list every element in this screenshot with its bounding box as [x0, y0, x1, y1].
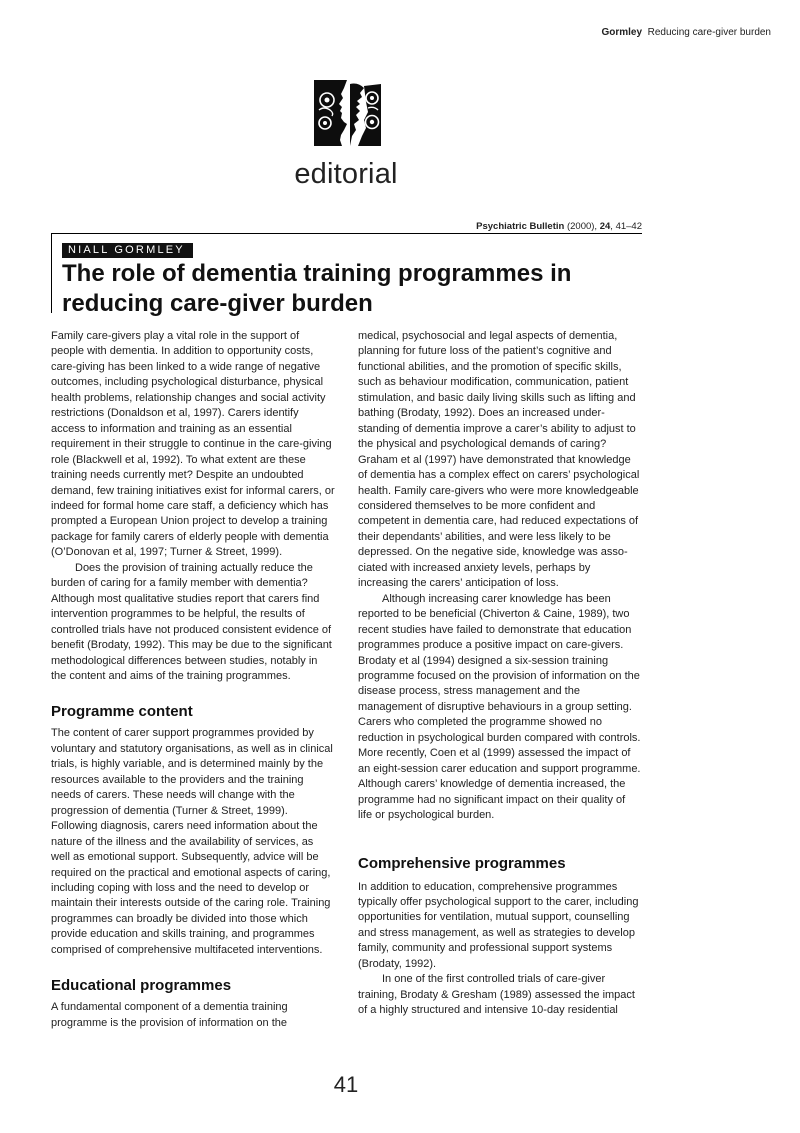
running-head-title: Reducing care-giver burden [647, 27, 771, 38]
faces-profile-logo-icon [314, 80, 381, 146]
paragraph-programme-content: The content of carer support programmes provided by voluntary and statutory organisations, as well as in clinical trials, is highly variable, and is determined mainly by the resources available to the providers and the training needs of carers. These needs will change with the progression of dementia (Turner & Street, 1999). Following diagnosis, carers need information about the nature of the illness and the availability of services, as well as emotional support. Subsequently, advice will be required on the practical and emotional aspects of caring, including coping with loss and the need to develop or maintain their interests outside of the caring role. Training programmes can broadly be divided into those which provide education and skills training, and programmes comprised of comprehensive multifaceted interventions. [51, 727, 333, 956]
heading-educational-programmes: Educational programmes [51, 977, 232, 995]
title-rule [51, 233, 642, 234]
heading-comprehensive-programmes: Comprehensive programmes [358, 854, 566, 872]
running-head [601, 27, 771, 38]
citation-year: (2000), [566, 221, 598, 232]
left-column [51, 329, 335, 1031]
paragraph-provision: Does the provision of training actually reduce the burden of caring for a family member with dementia? Although most qualitative studies report that carers find intervention programmes to be helpful, the results of controlled trials have not produced consistent evidence of benefit (Brodaty, 1992). This may be due to the significant methodological differences between studies, notably in the content and aims of the training programmes. [51, 561, 332, 682]
heading-programme-content: Programme content [51, 703, 193, 721]
paragraph-educational: A fundamental component of a dementia training programme is the provision of information on the [51, 1001, 288, 1029]
paragraph-controlled-trials: In one of the first controlled trials of care-giver training, Brodaty & Gresham (1989) assessed the impact of a highly structured and intensive 10-day residential [358, 973, 635, 1017]
citation-journal: Psychiatric Bulletin [476, 221, 565, 232]
paragraph-carer-knowledge: Although increasing carer knowledge has been reported to be beneficial (Chiverton & Caine, 1989), two recent studies have failed to demonstrate that education programmes produce a positive impact on care-givers. Brodaty et al (1994) designed a six-session training programme focused on the provision of information on the disease process, stress management and the management of disruptive behaviours in a group setting. Carers who completed the programme showed no reduction in psychological burden compared with controls. More recently, Coen et al (1999) assessed the impact of an eight-session carer education and support programme. Although carers’ knowledge of dementia increased, the programme had no significant impact on their quality of life or psychological burden. [358, 592, 641, 822]
citation [476, 221, 642, 232]
article-author: NIALL GORMLEY [62, 243, 193, 258]
citation-pages: , 41–42 [610, 221, 642, 232]
title-side-rule [51, 233, 52, 313]
section-label: editorial [294, 158, 398, 190]
citation-volume: 24 [599, 221, 611, 232]
right-column [358, 329, 642, 1019]
paragraph-medical-aspects: medical, psychosocial and legal aspects of dementia, planning for future loss of the patient’s cognitive and functional abilities, and the promotion of specific skills, such as behaviour modification, communication, patient stimulation, and basic daily living skills such as lifting and bathing (Brodaty, 1992). Does an increased under-standing of dementia improve a carer’s ability to adjust to the physical and psychological demands of caring? Graham et al (1997) have demonstrated that knowledge of dementia has a complex effect on carers’ psychological health. Family care-givers who were more knowledgeable considered themselves to be more confident and competent in dementia care, had reduced expectations of their dependants’ abilities, and were less likely to be depressed. On the negative side, knowledge was asso-ciated with increased anxiety levels, perhaps by increasing the carers’ anticipation of loss. [358, 330, 640, 590]
page-number: 41 [333, 1072, 359, 1097]
paragraph-intro: Family care-givers play a vital role in the support of people with dementia. In addition to opportunity costs, care-giving has been linked to a wide range of negative outcomes, including psychological disturbance, physical health problems, relationship changes and social activity restrictions (Donaldson et al, 1997). Carers identify access to information and training as an essential requirement in their struggle to continue in the care-giving role (Blackwell et al, 1992). To what extent are these training needs currently met? Despite an undoubted demand, few training initiatives exist for informal carers, or indeed for formal home care staff, a deficiency which has prompted a European Union project to develop a training package for family carers of elderly people with dementia (O’Donovan et al, 1997; Turner & Street, 1999). [51, 330, 335, 559]
paragraph-comprehensive: In addition to education, comprehensive programmes typically offer psychological support to the carer, including opportunities for ventilation, mutual support, counselling and stress management, as well as strategies to develop family, community and professional support systems (Brodaty, 1992). [358, 880, 639, 970]
running-head-author: Gormley [601, 27, 643, 38]
article-title: The role of dementia training programmes in reducing care-giver burden [62, 260, 572, 317]
